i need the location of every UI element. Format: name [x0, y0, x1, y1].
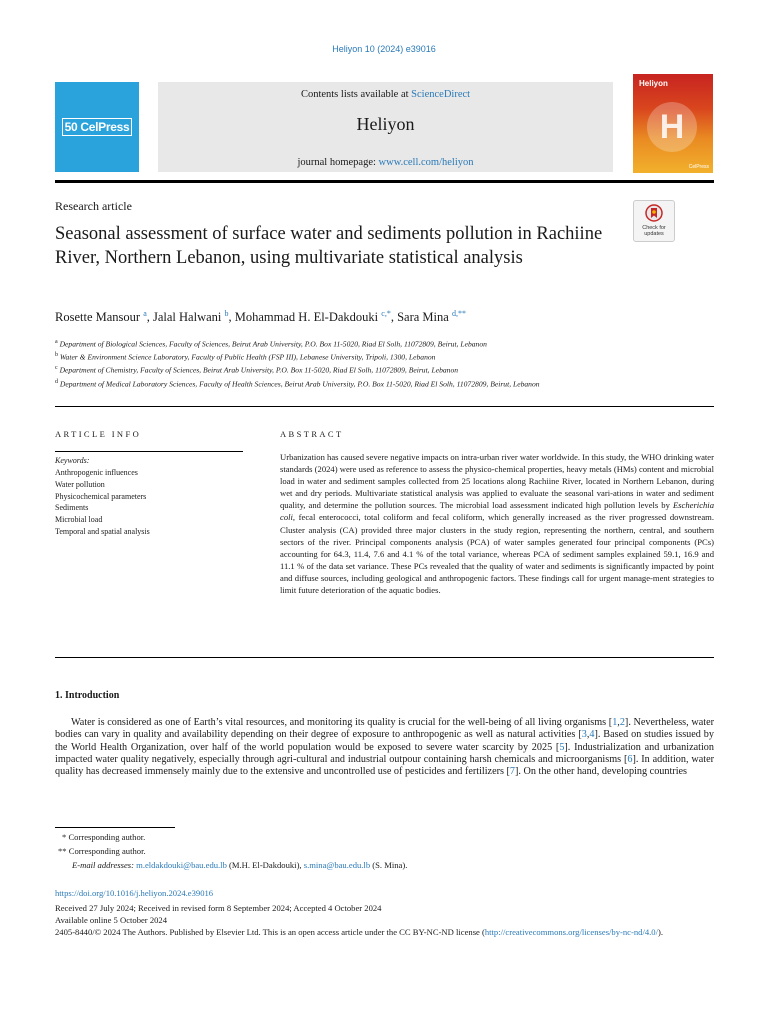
journal-cover[interactable]: [633, 74, 713, 173]
keyword: Temporal and spatial analysis: [55, 526, 150, 536]
affiliation-text: Department of Chemistry, Faculty of Sciences, Beirut Arab University, P.O. Box 11-5020, Riad El Solh, 11072809, Beirut, Lebanon: [59, 366, 459, 375]
cover-title: Heliyon: [639, 79, 668, 88]
cover-letter: H: [659, 107, 685, 146]
cellpress-logo[interactable]: [55, 82, 139, 172]
abstract-part: , fecal enterococci, total coliform and fecal coliform, which generally increased as the river progressed downstream. Cluster analysis (CA) provided three major clusters in the study region, representing the northern, central, and southern sectors of the river. Principal components analysis (PCA) of water samples generated four principal components (PCs) accounting for 64.3, 11.4, 7.6 and 4.1 % of the total variance, whereas PCA of sediment samples explained 59.1, 16.9 and 11.1 % of the data set variance. These PCs revealed that the quality of water and sediments is significantly impacted by point and diffuse sources, including geological and anthropogenic factors. These findings call for urgent manage-ment strategies to limit future deterioration of the aquatic bodies.: [280, 512, 714, 596]
affiliation-text: Department of Medical Laboratory Sciences, Faculty of Health Sciences, Beirut Arab University, P.O. Box 11-5020, Riad El Solh, 11072809, Beirut, Lebanon: [59, 379, 540, 389]
email-addresses: [72, 860, 407, 870]
affiliation: [55, 377, 615, 390]
doi-link[interactable]: https://doi.org/10.1016/j.heliyon.2024.e39016: [55, 888, 214, 898]
affiliation-marker: a: [55, 339, 58, 345]
article-type: Research article: [55, 199, 132, 213]
email-link[interactable]: s.mina@bau.edu.lb: [303, 860, 371, 870]
article-info-rule: [55, 451, 243, 452]
affiliation-marker: c: [55, 365, 58, 372]
corresponding-author-note: * Corresponding author.: [62, 832, 146, 842]
text-run: ,: [617, 717, 620, 728]
citation-link[interactable]: 5: [559, 741, 565, 753]
citation-link[interactable]: 4: [589, 729, 595, 741]
keyword: Physicochemical parameters: [55, 491, 147, 501]
email-link[interactable]: m.eldakdouki@bau.edu.lb: [136, 860, 227, 870]
affiliation-marker: d: [55, 378, 58, 385]
affiliation-link[interactable]: b: [224, 309, 229, 318]
cellpress-logo-text: 50 CelPress: [62, 118, 133, 136]
journal-reference[interactable]: Heliyon 10 (2024) e39016: [332, 44, 436, 54]
license-statement: [55, 926, 714, 938]
abstract-part: Urbanization has caused severe negative impacts on intra-urban river water worldwide. In this study, the WHO drinking water standards (2024) were used as reference to assess the physico-chemical properties, heavy metals (HMs) content and microbial load in water and sediment samples collected from 25 locations along Rachiine River, located in Northern Lebanon, during wet and dry periods. Multivariate statistical analysis was applied to evaluate the seasonal vari-ations in water and sediment quality, and determine the pollution sources. The microbial load assessment indicated high pollution levels by: [280, 452, 714, 511]
footnote-rule: [55, 827, 175, 828]
author: Sara Mina: [397, 310, 449, 325]
citation-link[interactable]: 3: [581, 729, 587, 741]
author: Jalal Halwani: [153, 310, 222, 325]
affiliation: [55, 363, 615, 376]
header-rule: [55, 180, 714, 183]
text-run: ]. In addition, water quality has decreased immensely mainly due to the extensive and uncontrolled use of pesticides and fertilizers [: [55, 753, 714, 778]
text-run: ]. Based on studies issued by the World Health Organization, over half of the world population would be exposed to severe water scarcity by 2025 [: [55, 729, 714, 753]
cover-emblem: [647, 102, 697, 152]
citation-link[interactable]: 2: [619, 717, 625, 728]
bookmark-icon: [645, 204, 663, 222]
keyword: Anthropogenic influences: [55, 468, 138, 477]
keyword: Water pollution: [55, 479, 105, 489]
introduction-paragraph: [55, 717, 714, 778]
cover-footer: CelPress: [688, 164, 709, 170]
article-dates: [55, 902, 381, 926]
email-owner: (M.H. El-Dakdouki),: [226, 860, 304, 870]
abstract-text: [280, 451, 714, 596]
author: Rosette Mansour: [55, 310, 141, 325]
text-run: ]. Industrialization and urbanization impacted water quality negatively, especially through agri-cultural and industrial outpour containing harsh chemicals and microorganisms [: [55, 741, 714, 765]
keyword: Microbial load: [55, 515, 103, 525]
text-run: ,: [586, 729, 590, 741]
license-end: ).: [657, 927, 663, 937]
license-link[interactable]: http://creativecommons.org/licenses/by-nc-nd/4.0/: [484, 927, 658, 937]
email-label: E-mail addresses:: [72, 860, 134, 870]
abstract-italic: Escherichia coli: [280, 500, 714, 523]
keyword: Sediments: [55, 503, 89, 513]
affiliation-link[interactable]: c,*: [381, 309, 391, 318]
check-for-updates-label: Check for updates: [642, 225, 666, 237]
affiliation: [55, 337, 615, 350]
contents-line: [158, 89, 613, 100]
affiliation-text: Water & Environment Science Laboratory, Faculty of Public Health (FSP III), Lebanese University, Tripoli, 1300, Lebanon: [59, 352, 436, 362]
introduction-heading: 1. Introduction: [55, 690, 120, 701]
abstract-heading: ABSTRACT: [280, 429, 344, 439]
citation-link[interactable]: 1: [612, 717, 618, 728]
license-text: 2405-8440/© 2024 The Authors. Published by Elsevier Ltd. This is an open access article under the CC BY-NC-ND license (: [55, 927, 485, 937]
contents-prefix: Contents lists available at: [300, 89, 412, 100]
abstract-rule: [55, 657, 714, 658]
affiliation-link[interactable]: a: [143, 309, 147, 318]
journal-banner: [158, 82, 613, 172]
sciencedirect-link[interactable]: ScienceDirect: [411, 89, 471, 100]
text-run: ]. Nevertheless, water bodies can vary in quality and availability depending on their degree of exposure to anthropogenic as well as natural activities [: [55, 717, 714, 741]
affiliation: [55, 350, 615, 363]
citation-link[interactable]: 7: [509, 766, 515, 778]
affiliation-rule: [55, 406, 714, 407]
citation-link[interactable]: 6: [627, 753, 633, 765]
homepage-line: [158, 157, 613, 168]
affiliation-link[interactable]: d,**: [451, 309, 466, 318]
homepage-link[interactable]: www.cell.com/heliyon: [378, 157, 474, 168]
affiliation-text: Department of Biological Sciences, Faculty of Sciences, Beirut Arab University, P.O. Box 11-5020, Riad El Solh, 11072809, Beirut, Lebanon: [59, 339, 487, 349]
journal-title: Heliyon: [356, 114, 415, 134]
keywords-label: Keywords:: [55, 456, 90, 465]
affiliations: [55, 337, 615, 390]
available-online: Available online 5 October 2024: [55, 915, 168, 925]
check-for-updates-button[interactable]: [633, 200, 675, 242]
text-run: ]. On the other hand, developing countries: [515, 766, 688, 778]
keyword-list: [55, 467, 150, 538]
author: Mohammad H. El-Dakdouki: [234, 310, 379, 325]
article-info-heading: ARTICLE INFO: [55, 429, 142, 439]
corresponding-author-note: ** Corresponding author.: [58, 846, 146, 856]
text-run: Water is considered as one of Earth’s vital resources, and monitoring its quality is crucial for the well-being of all living organisms [: [71, 717, 613, 728]
affiliation-marker: b: [55, 352, 58, 359]
author-list: Rosette Mansour $^a$, Jalal Halwani $^b$, Mohammad H. El-Dakdouki $^{c,*}$, Sara Mina $^{d,**}$: [55, 309, 466, 325]
article-title: Seasonal assessment of surface water and sediments pollution in Rachiine River, Northern Lebanon, using multivariate statistical analysis: [55, 224, 603, 268]
email-owner: (S. Mina).: [370, 860, 408, 870]
received-dates: Received 27 July 2024; Received in revised form 8 September 2024; Accepted 4 October 2024: [55, 903, 382, 913]
homepage-prefix: journal homepage:: [297, 157, 379, 168]
